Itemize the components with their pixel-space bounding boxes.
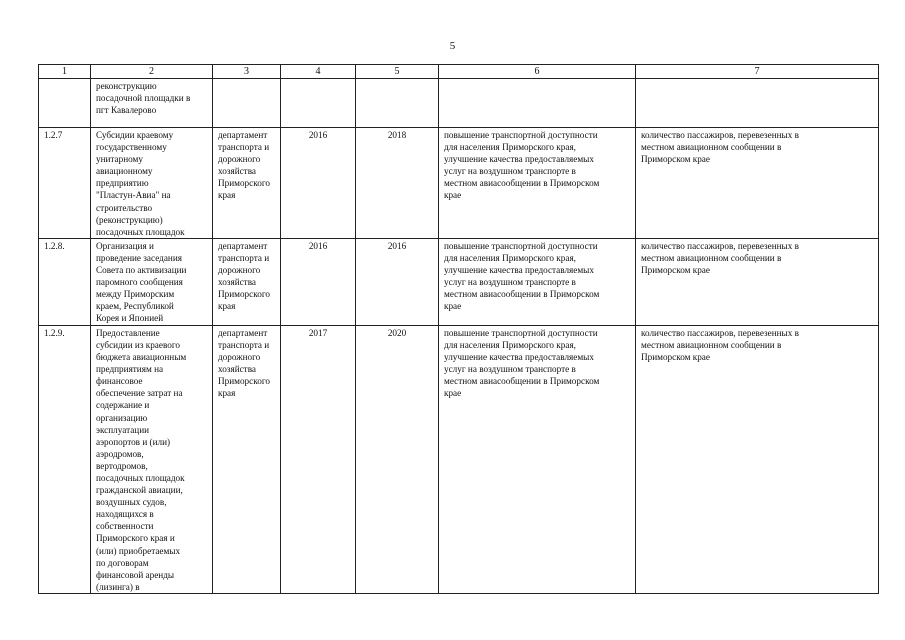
row-number-cell xyxy=(39,128,91,239)
end-year-cell xyxy=(356,128,439,239)
result-cell xyxy=(439,325,636,593)
column-header: 3 xyxy=(213,65,281,79)
executor-text: департамент транспорта и дорожного хозяйства Приморского края xyxy=(218,327,270,399)
column-header: 7 xyxy=(636,65,879,79)
result-cell xyxy=(439,238,636,325)
page-number: 5 xyxy=(449,40,456,52)
result-text: повышение транспортной доступности для населения Приморского края, улучшение качества предоставляемых услуг на воздушном транспорте в местном авиасообщении в Приморском крае xyxy=(444,240,600,312)
column-header: 2 xyxy=(91,65,213,79)
table-row xyxy=(39,325,879,593)
column-header: 4 xyxy=(281,65,356,79)
executor-text: департамент транспорта и дорожного хозяйства Приморского края xyxy=(218,240,270,312)
start-year-cell xyxy=(281,128,356,239)
event-text: Субсидии краевому государственному унитарному авиационному предприятию "Пластун-Авиа" на строительство (реконструкцию) посадочных площадок xyxy=(96,130,185,237)
column-header: 5 xyxy=(356,65,439,79)
row-number-cell xyxy=(39,325,91,593)
table-row xyxy=(39,238,879,325)
end-year-cell xyxy=(356,238,439,325)
executor-cell xyxy=(213,238,281,325)
result-text: повышение транспортной доступности для населения Приморского края, улучшение качества предоставляемых услуг на воздушном транспорте в местном авиасообщении в Приморском крае xyxy=(444,130,600,201)
end-year: 2016 xyxy=(387,240,407,251)
start-year-cell xyxy=(281,79,356,128)
table-row xyxy=(39,128,879,239)
table-row xyxy=(39,79,879,128)
end-year: 2020 xyxy=(387,327,407,338)
result-text: повышение транспортной доступности для населения Приморского края, улучшение качества предоставляемых услуг на воздушном транспорте в местном авиасообщении в Приморском крае xyxy=(444,327,600,399)
row-number: 1.2.8. xyxy=(44,240,65,251)
event-text: Организация и проведение заседания Совета по активизации паромного сообщения между Приморским краем, Республикой Корея и Японией xyxy=(96,240,187,324)
executor-text: департамент транспорта и дорожного хозяйства Приморского края xyxy=(218,130,270,201)
start-year: 2017 xyxy=(308,327,328,338)
start-year: 2016 xyxy=(308,240,328,251)
program-table xyxy=(38,64,879,594)
executor-cell xyxy=(213,128,281,239)
result-cell xyxy=(439,128,636,239)
column-header: 6 xyxy=(439,65,636,79)
start-year: 2016 xyxy=(308,130,328,140)
indicator-cell xyxy=(636,128,879,239)
executor-cell xyxy=(213,79,281,128)
event-text: Предоставление субсидии из краевого бюджета авиационным предприятиям на финансовое обеспечение затрат на содержание и организацию эксплуатации аэропортов и (или) аэродромов, вертодромов, посадочных площадок гражданской авиации, воздушных судов, находящихся в собственности Приморского края и (или) приобретаемых по договорам финансовой аренды (лизинга) в xyxy=(96,327,187,592)
indicator-text: количество пассажиров, перевезенных в местном авиационном сообщении в Приморском крае xyxy=(641,240,799,276)
event-cell xyxy=(91,325,213,593)
end-year: 2018 xyxy=(387,130,407,140)
row-number-cell xyxy=(39,238,91,325)
executor-cell xyxy=(213,325,281,593)
result-cell xyxy=(439,79,636,128)
end-year-cell xyxy=(356,79,439,128)
column-number-row xyxy=(39,65,879,79)
indicator-cell xyxy=(636,325,879,593)
end-year-cell xyxy=(356,325,439,593)
indicator-cell xyxy=(636,79,879,128)
start-year-cell xyxy=(281,325,356,593)
event-cell xyxy=(91,79,213,128)
column-header: 1 xyxy=(39,65,91,79)
indicator-text: количество пассажиров, перевезенных в местном авиационном сообщении в Приморском крае xyxy=(641,327,799,363)
event-text: реконструкцию посадочной площадки в пгт Кавалерово xyxy=(96,81,191,116)
row-number: 1.2.7 xyxy=(44,130,63,140)
indicator-cell xyxy=(636,238,879,325)
row-number-cell xyxy=(39,79,91,128)
row-number: 1.2.9. xyxy=(44,327,65,338)
event-cell xyxy=(91,238,213,325)
start-year-cell xyxy=(281,238,356,325)
indicator-text: количество пассажиров, перевезенных в местном авиационном сообщении в Приморском крае xyxy=(641,130,799,165)
event-cell xyxy=(91,128,213,239)
